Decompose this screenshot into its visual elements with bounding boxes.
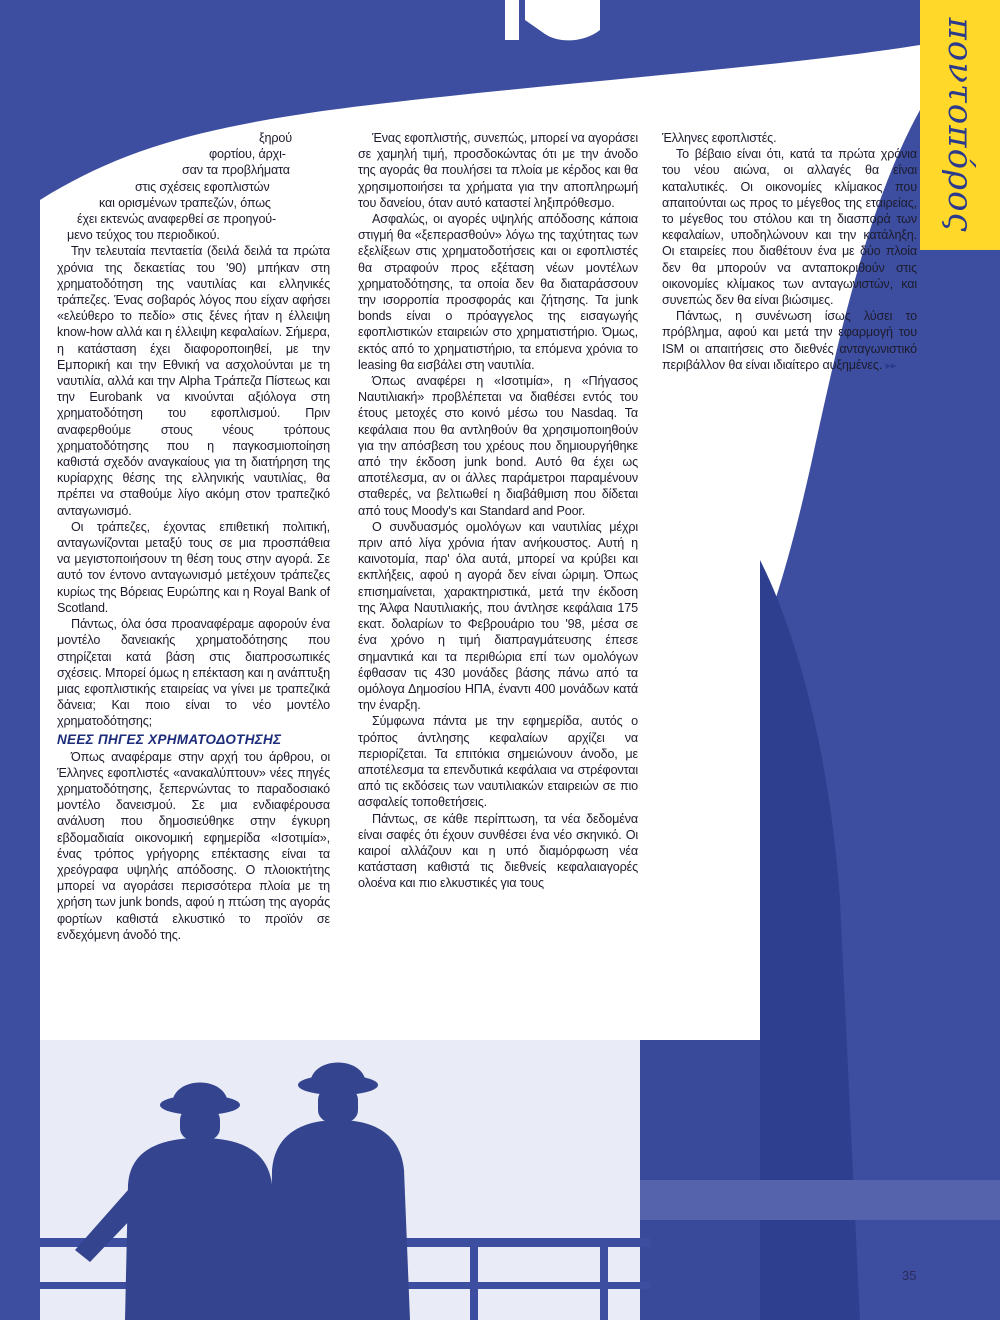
- paragraph: Όπως αναφέραμε στην αρχή του άρθρου, οι Έλληνες εφοπλιστές «ανακαλύπτουν» νέες πηγές χρηματοδότησης, ξεπερνώντας το παραδοσιακό μοντέλο δανεισμού. Σε μια ενδιαφέρουσα ανάλυση που δημοσιεύθηκε στην έγκυρη εβδομαδιαία οικονομική εφημερίδα «Ισοτιμία», ένας τρόπος γρήγορης επέκτασης είναι τα χρεόγραφα υψηλής απόδοσης. Ο πλοιοκτήτης μπορεί να αγοράσει περισσότερα πλοία με τη χρήση των junk bonds, αφού η πτώση της αγοράς φορτίων καθιστά ελκυστικό το προϊόν σε ενδεχόμενη άνοδό της.: [57, 749, 330, 942]
- paragraph: Όπως αναφέρει η «Ισοτιμία», η «Πήγασος Ναυτιλιακή» προβλέπεται να διαθέσει εντός του έτους μετοχές στο κοινό μέσω του Nasdaq. Τα κεφάλαια που θα αντληθούν θα χρησιμοποιηθούν για την απόσβεση του χρέους που δημιουργήθηκε από την έκδοση junk bond. Αυτό θα έχει ως αποτέλεσμα, αν οι άλλες παράμετροι παραμένουν σταθερές, να βελτιωθεί η διαβάθμιση που δίδεται από τους Moody's και Standard and Poor.: [358, 374, 638, 518]
- hull-slot: [505, 0, 519, 40]
- intro-line: σαν τα προβλήματα: [182, 163, 290, 178]
- section-tag-label: ποντοπόρος: [940, 17, 980, 233]
- article-column-3: [662, 130, 917, 374]
- paragraph: Οι τράπεζες, έχοντας επιθετική πολιτική, ανταγωνίζονται μεταξύ τους σε μια προσπάθεια να μεγιστοποιήσουν τη θέση τους στην αγορά. Σε αυτό τον έντονο ανταγωνισμό μετέχουν τράπεζες κυρίως της Βόρειας Ευρώπης και η Royal Bank of Scotland.: [57, 519, 330, 615]
- intro-line: μενο τεύχος του περιοδικού.: [67, 228, 220, 243]
- paragraph: Ο συνδυασμός ομολόγων και ναυτιλίας μέχρι πριν από λίγα χρόνια ήταν ανήκουστος. Αυτή η καινοτομία, παρ' όλα αυτά, μπορεί να κρύβει και εκπλήξεις, αφού η αγορά δεν είναι ώριμη. Όπως επισημαίνεται, χαρακτηριστικά, μετά την έκδοση της Άλφα Ναυτιλιακής, που άντλησε κεφάλαια 175 εκατ. δολαρίων το Φεβρουάριο του '98, μέσα σε ένα χρόνο η τιμή διαπραγμάτευσης έπεσε σημαντικά και τα περιθώρια επί των ομολόγων έφθασαν τις 430 μονάδες βάσης πάνω από τα ομόλογα Δημοσίου ΗΠΑ, έναντι 400 μονάδων κατά την έναρξη.: [358, 519, 638, 713]
- article-column-1: [57, 130, 330, 943]
- railing-post: [470, 1238, 478, 1320]
- page-number: 35: [902, 1268, 917, 1283]
- paragraph: Πάντως, σε κάθε περίπτωση, τα νέα δεδομένα είναι σαφές ότι έχουν συνθέσει ένα νέο σκηνικό. Οι καιροί αλλάζουν και η υπό διαμόρφωση νέα κατάσταση καθιστά τις διεθνείς κεφαλαιαγορές ολοένα και πιο ελκυστικές για τους: [358, 811, 638, 891]
- paragraph: Ασφαλώς, οι αγορές υψηλής απόδοσης κάποια στιγμή θα «ξεπερασθούν» λόγω της ταχύτητας των εξελίξεων στις χρηματοδοτήσεις και οι εφοπλιστές θα στραφούν προς εξέταση νέων μοντέλων χρηματοδότησης, τα οποία δεν θα διαταράσσουν την ισορροπία προσφοράς και ζήτησης. Τα junk bonds είναι ο πρόαγγελος της εισαγωγής εφοπλιστικών εταιρειών στο χρηματιστήριο. Όμως, εκτός από το χρηματιστήριο, τα επόμενα χρόνια το leasing θα εισβάλει στη ναυτιλία.: [358, 212, 638, 372]
- paragraph: Πάντως, όλα όσα προαναφέραμε αφορούν ένα μοντέλο δανειακής χρηματοδότησης που στηρίζεται κατά βάση στις διαπροσωπικές σχέσεις. Μπορεί όμως η επέκταση και η ανάπτυξη μιας εφοπλιστικής εταιρείας να γίνει με τραπεζικά δάνεια; Και ποιο είναι το νέο μοντέλο χρηματοδότησης;: [57, 617, 330, 729]
- paragraph: Σύμφωνα πάντα με την εφημερίδα, αυτός ο τρόπος άντλησης κεφαλαίων αρχίζει να περιορίζεται. Τα επιτόκια σημειώνουν άνοδο, με αποτέλεσμα τα επενδυτικά κεφάλαια να στρέφονται από τις εκδόσεις των ναυτιλιακών εταιρειών σε πιο ασφαλείς τοποθετήσεις.: [358, 714, 638, 810]
- left-blue-band: [0, 200, 40, 1320]
- article-column-2: [358, 130, 638, 892]
- paragraph: Έλληνες εφοπλιστές.: [662, 131, 777, 145]
- railing-post: [600, 1238, 608, 1320]
- paragraph: Ένας εφοπλιστής, συνεπώς, μπορεί να αγοράσει σε χαμηλή τιμή, προσδοκώντας ότι με την άνοδο της αγοράς θα πουλήσει τα πλοία με κέρδος και θα χρησιμοποιήσει τα χρήματα για την αποπληρωμή του δανείου, όταν αυτό καταστεί ληξιπρόθεσμο.: [358, 131, 638, 210]
- dock-band: [640, 1180, 1000, 1220]
- intro-line: φορτίου, άρχι-: [209, 147, 286, 162]
- intro-line: έχει εκτενώς αναφερθεί σε προηγού-: [77, 212, 277, 227]
- paragraph: Την τελευταία πενταετία (δειλά δειλά τα πρώτα χρόνια της δεκαετίας του '90) μπήκαν στη χρηματοδότηση της ναυτιλίας και ελληνικές τράπεζες. Ένας σοβαρός λόγος που είχαν αφήσει «ελεύθερο το πεδίο» στις ξένες ήταν η έλλειψη know-how αλλά και η έλλειψη κεφαλαίων. Σήμερα, η κατάσταση έχει διαφοροποιηθεί, με την Εμπορική και την Εθνική να ασχολούνται με τη ναυτιλία, αλλά και την Alpha Τράπεζα Πίστεως και την Eurobank να κινούνται αξιόλογα στη χρηματοδότηση του εφοπλισμού. Πριν αναφερθούμε στους νέους τρόπους χρηματοδότησης που η παγκοσμιοποίηση καθιστά σχεδόν αναγκαίους για τη διατήρηση της κυρίαρχης θέσης της ελληνικής ναυτιλίας, θα πρέπει να σταθούμε λίγο ακόμη στον τραπεζικό ανταγωνισμό.: [57, 244, 330, 518]
- section-heading: ΝΕΕΣ ΠΗΓΕΣ ΧΡΗΜΑΤΟΔΟΤΗΣΗΣ: [57, 731, 282, 747]
- end-of-article-icon: ▸▸: [885, 359, 897, 372]
- paragraph-text: Πάντως, η συνένωση ίσως λύσει το πρόβλημα, αφού και μετά την εφαρμογή του ISM οι απαιτήσεις στο διεθνές ανταγωνιστικό περιβάλλον θα είναι ιδιαίτερο αυξημένες.: [662, 309, 917, 372]
- paragraph: [662, 308, 917, 374]
- intro-line: και ορισμένων τραπεζών, όπως: [99, 195, 271, 210]
- intro-line: στις σχέσεις εφοπλιστών: [135, 179, 270, 194]
- paragraph: Το βέβαιο είναι ότι, κατά τα πρώτα χρόνια του νέου αιώνα, οι αλλαγές θα είναι καταλυτικές. Οι οικονομίες κλίμακος που απαιτούνται ως προς το μέγεθος της εταιρείας, το μέγεθος του στόλου και τη διασπορά των κεφαλαίων, υποδηλώνουν και την κατάληξη. Οι εταιρείες που διαθέτουν ένα με δύο πλοία δεν θα μπορούν να ανταποκριθούν στις οικονομίες κλίμακος των ανταγωνιστών, και συνεπώς δεν θα είναι βιώσιμες.: [662, 147, 917, 308]
- intro-line: ξηρού: [259, 131, 292, 145]
